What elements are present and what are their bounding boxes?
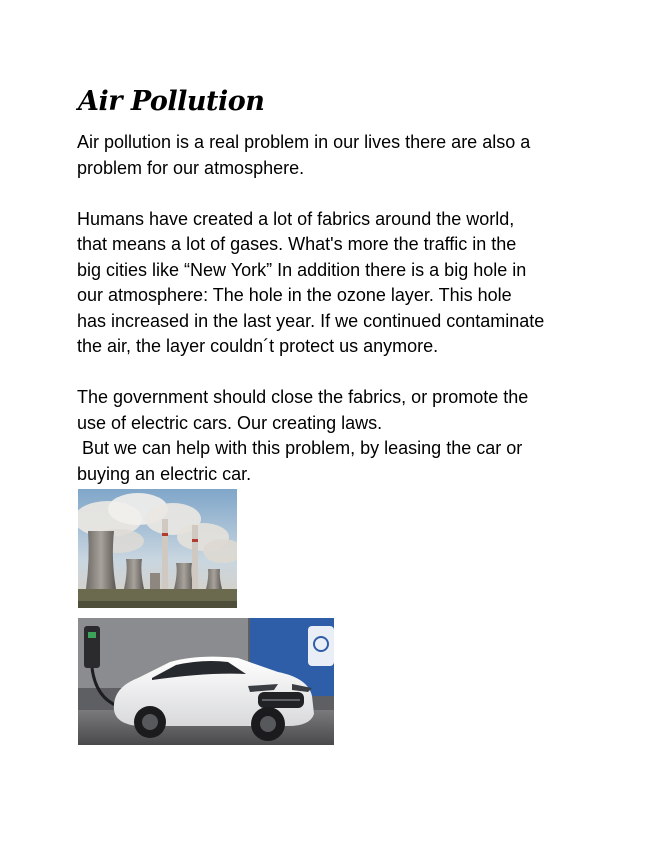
electric-car-image <box>78 618 334 745</box>
text-line: our atmosphere: The hole in the ozone layer. This hole <box>77 285 512 305</box>
text-line: that means a lot of gases. What's more the traffic in the <box>77 234 517 254</box>
paragraph-spacer <box>77 181 597 207</box>
text-line: Air pollution is a real problem in our lives there are also a <box>77 132 531 152</box>
document-body <box>77 130 597 487</box>
text-line: has increased in the last year. If we continued contaminate <box>77 310 545 331</box>
text-line: use of electric cars. Our creating laws. <box>77 412 383 433</box>
power-plant-image <box>78 489 237 608</box>
text-line: Humans have created a lot of fabrics around the world, <box>77 208 515 229</box>
document-title: Air Pollution <box>78 86 265 117</box>
text-line: problem for our atmosphere. <box>77 157 305 178</box>
text-line: But we can help with this problem, by leasing the car or <box>77 438 523 458</box>
text-line: big cities like “New York” In addition there is a big hole in <box>77 259 527 280</box>
text-line: buying an electric car. <box>77 463 252 484</box>
paragraph-spacer <box>77 360 597 386</box>
paragraph-1 <box>77 130 597 181</box>
paragraph-3 <box>77 385 597 487</box>
paragraph-2 <box>77 207 597 360</box>
text-line: the air, the layer couldn´t protect us anymore. <box>77 336 439 356</box>
text-line: The government should close the fabrics, or promote the <box>77 387 529 407</box>
